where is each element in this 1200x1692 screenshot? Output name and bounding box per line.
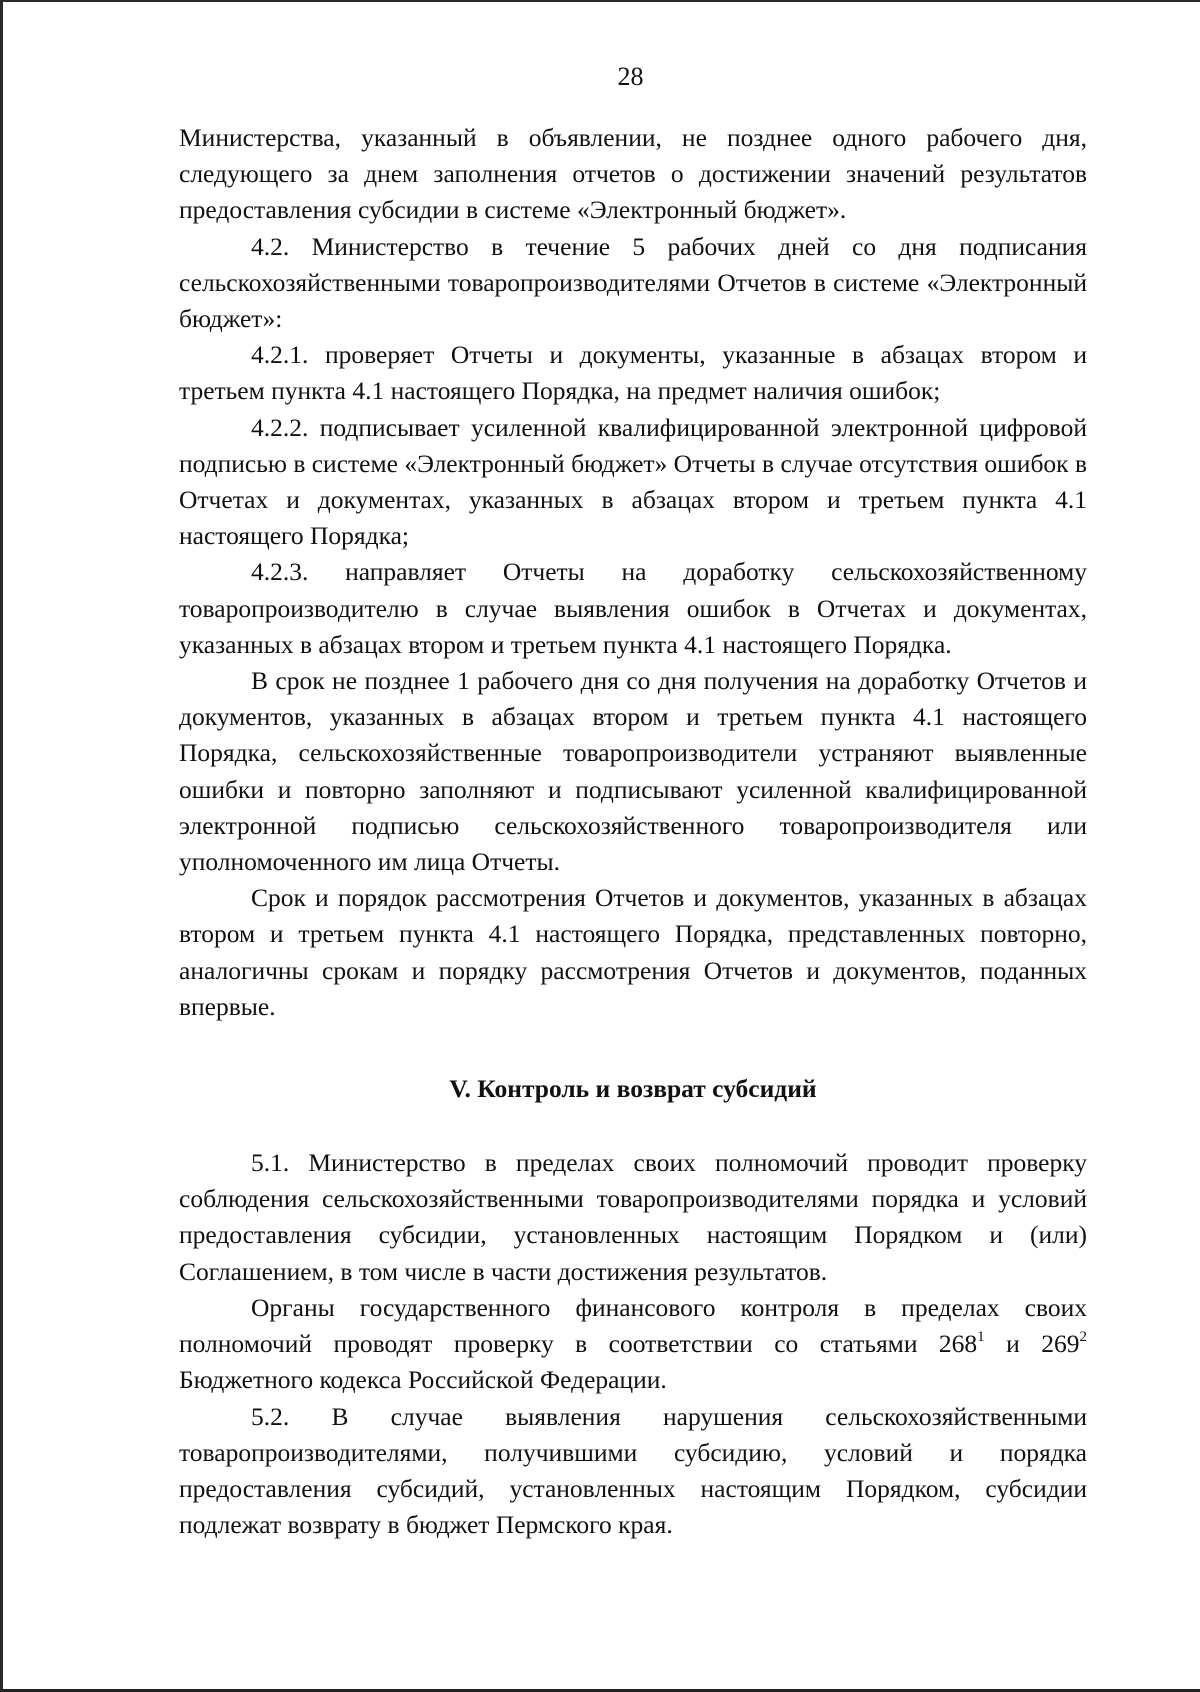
paragraph-rework-deadline: В срок не позднее 1 рабочего дня со дня получения на доработку Отчетов и документов, указанных в абзацах втором и третьем пункта 4.1 настоящего Порядка, сельскохозяйственные товаропроизводители устраняют выявленные ошибки и повторно заполняют и подписывают усиленной квалифицированной электронной подписью сельскохозяйственного товаропроизводителя или уполномоченного им лица Отчеты. [179, 666, 1087, 877]
paragraph-4-2-2: 4.2.2. подписывает усиленной квалифицированной электронной цифровой подписью в системе «Электронный бюджет» Отчеты в случае отсутствия ошибок в Отчетах и документах, указанных в абзацах втором и третьем пункта 4.1 настоящего Порядка; [179, 412, 1087, 551]
superscript-268: 1 [977, 1329, 985, 1346]
paragraph-review-terms: Срок и порядок рассмотрения Отчетов и документов, указанных в абзацах втором и третьем пункта 4.1 настоящего Порядка, представленных повторно, аналогичны срокам и порядку рассмотрения Отчетов и документов, поданных впервые. [179, 883, 1087, 1021]
section-heading: V. Контроль и возврат субсидий [449, 1074, 817, 1104]
paragraph-4-2: 4.2. Министерство в течение 5 рабочих дней со дня подписания сельскохозяйственными товаропроизводителями Отчетов в системе «Электронный бюджет»: [179, 231, 1087, 334]
paragraph-5-2: 5.2. В случае выявления нарушения сельскохозяйственными товаропроизводителями, получившими субсидию, условий и порядка предоставления субсидий, установленных настоящим Порядком, субсидии подлежат возврату в бюджет Пермского края. [179, 1401, 1087, 1540]
paragraph-4-2-3: 4.2.3. направляет Отчеты на доработку сельскохозяйственному товаропроизводителю в случае выявления ошибок в Отчетах и документах, указанных в абзацах втором и третьем пункта 4.1 настоящего Порядка. [179, 557, 1087, 659]
control-text-c: Бюджетного кодекса Российской Федерации. [179, 1365, 667, 1395]
document-body [179, 120, 1087, 1543]
control-text-b: и 269 [984, 1329, 1080, 1359]
paragraph-4-2-1: 4.2.1. проверяет Отчеты и документы, указанные в абзацах втором и третьем пункта 4.1 настоящего Порядка, на предмет наличия ошибок; [179, 340, 1087, 406]
paragraph-5-1: 5.1. Министерство в пределах своих полномочий проводит проверку соблюдения сельскохозяйственными товаропроизводителями порядка и условий предоставления субсидии, установленных настоящим Порядком и (или) Соглашением, в том числе в части достижения результатов. [179, 1148, 1087, 1286]
control-text-a: Органы государственного финансового контроля в пределах своих полномочий проводят проверку в соответствии со статьями 268 [179, 1292, 1087, 1359]
paragraph-continuation: Министерства, указанный в объявлении, не позднее одного рабочего дня, следующего за днем заполнения отчетов о достижении значений результатов предоставления субсидии в системе «Электронный бюджет». [179, 123, 1087, 225]
superscript-269: 2 [1079, 1329, 1087, 1346]
page-number: 28 [617, 62, 644, 91]
paragraph-financial-control [179, 1290, 1087, 1399]
